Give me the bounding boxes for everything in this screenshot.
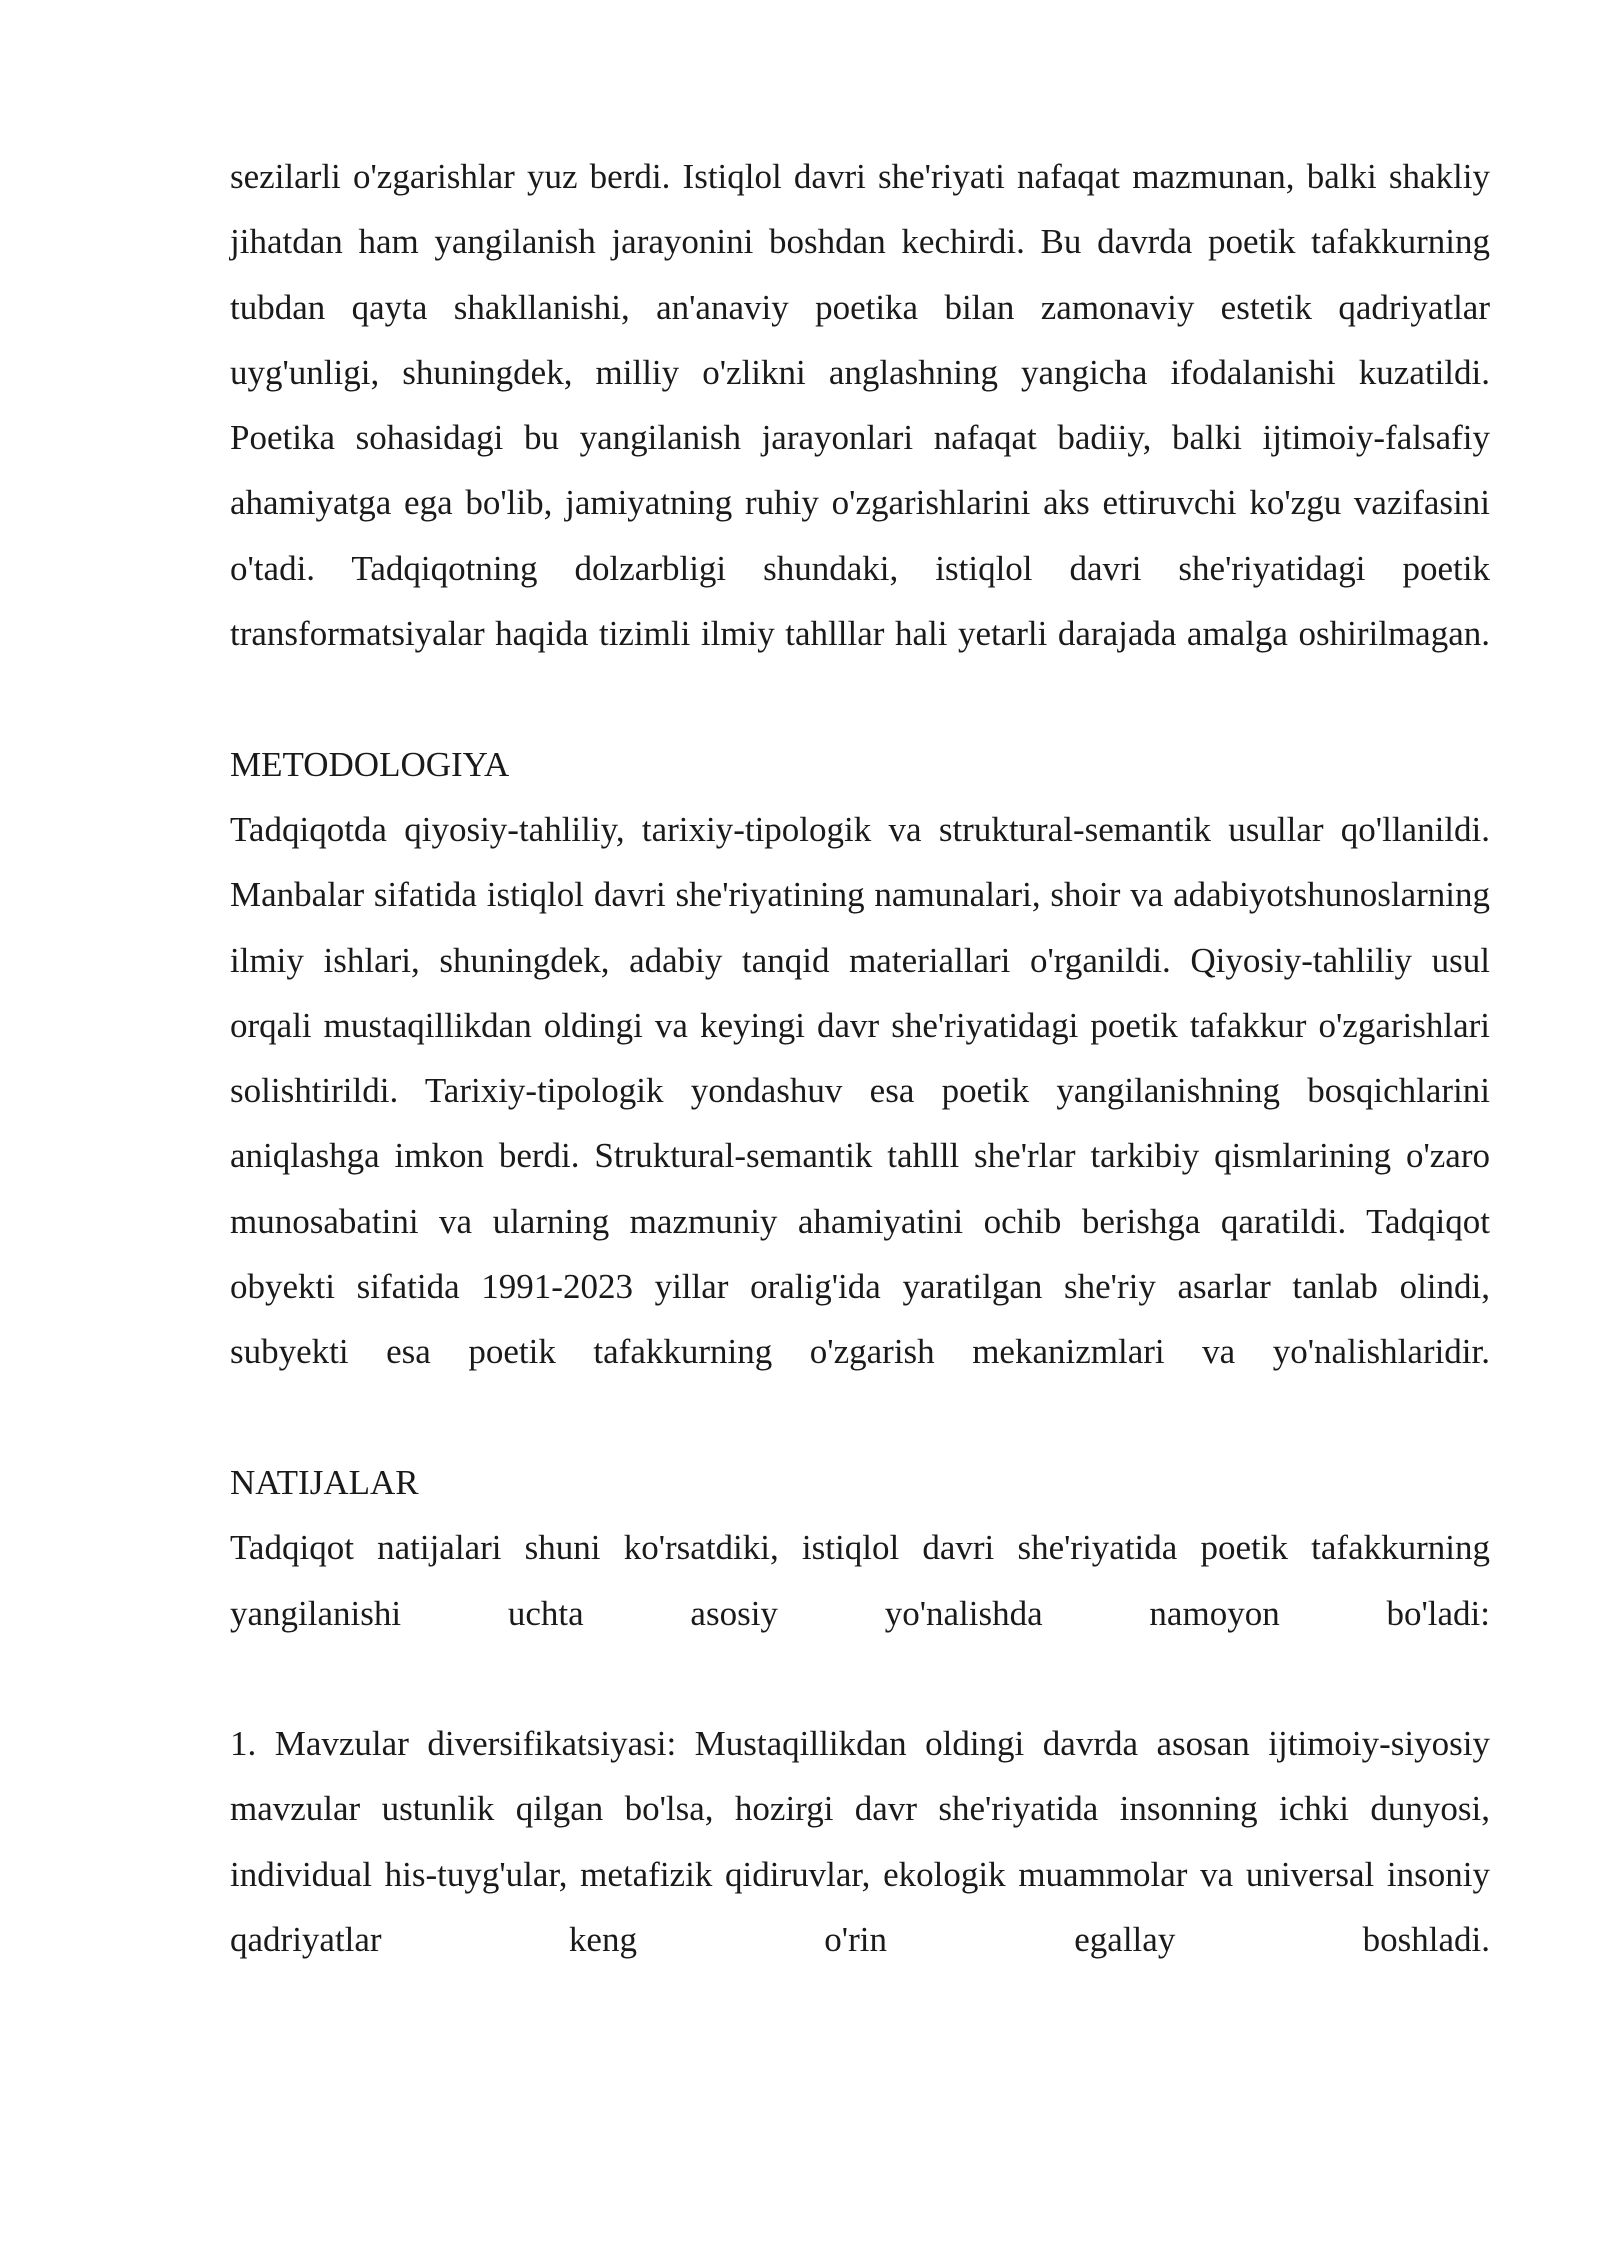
intro-paragraph: sezilarli o'zgarishlar yuz berdi. Istiqlol davri she'riyati nafaqat mazmunan, balki shakliy jihatdan ham yangilanish jarayonini boshdan kechirdi. Bu davrda poetik tafakkurning tubdan qayta shakllanishi, an'anaviy poetika bilan zamonaviy estetik qadriyatlar uyg'unligi, shuningdek, milliy o'zlikni anglashning yangicha ifodalanishi kuzatildi. Poetika sohasidagi bu yangilanish jarayonlari nafaqat badiiy, balki ijtimoiy-falsafiy ahamiyatga ega bo'lib, jamiyatning ruhiy o'zgarishlarini aks ettiruvchi ko'zgu vazifasini o'tadi. Tadqiqotning dolzarbligi shundaki, istiqlol davri she'riyatidagi poetik transformatsiyalar haqida tizimli ilmiy tahlllar hali yetarli darajada amalga oshirilmagan. bbox=[230, 157, 1490, 654]
results-heading: NATIJALAR bbox=[230, 1462, 419, 1502]
methodology-paragraph: Tadqiqotda qiyosiy-tahliliy, tarixiy-tipologik va struktural-semantik usullar qo'llanildi. Manbalar sifatida istiqlol davri she'riyatining namunalari, shoir va adabiyotshunoslarning ilmiy ishlari, shuningdek, adabiy tanqid materiallari o'rganildi. Qiyosiy-tahliliy usul orqali mustaqillikdan oldingi va keyingi davr she'riyatidagi poetik tafakkur o'zgarishlari solishtirildi. Tarixiy-tipologik yondashuv esa poetik yangilanishning bosqichlarini aniqlashga imkon berdi. Struktural-semantik tahlll she'rlar tarkibiy qismlarining o'zaro munosabatini va ularning mazmuniy ahamiyatini ochib berishga qaratildi. Tadqiqot obyekti sifatida 1991-2023 yillar oralig'ida yaratilgan she'riy asarlar tanlab olindi, subyekti esa poetik tafakkurning o'zgarish mekanizmlari va yo'nalishlaridir. bbox=[230, 809, 1490, 1372]
methodology-heading: METODOLOGIYA bbox=[230, 744, 510, 784]
paragraph-spacer bbox=[230, 1646, 1490, 1711]
paragraph-spacer bbox=[230, 1385, 1490, 1450]
results-list-item-1: 1. Mavzular diversifikatsiyasi: Mustaqillikdan oldingi davrda asosan ijtimoiy-siyosiy mavzular ustunlik qilgan bo'lsa, hozirgi davr she'riyatida insonning ichki dunyosi, individual his-tuyg'ular, metafizik qidiruvlar, ekologik muammolar va universal insoniy qadriyatlar keng o'rin egallay boshladi. bbox=[230, 1724, 1490, 1960]
paragraph-spacer bbox=[230, 666, 1490, 731]
results-paragraph: Tadqiqot natijalari shuni ko'rsatdiki, istiqlol davri she'riyatida poetik tafakkurning yangilanishi uchta asosiy yo'nalishda namoyon bo'ladi: bbox=[230, 1528, 1490, 1633]
document-page bbox=[230, 144, 1490, 1972]
